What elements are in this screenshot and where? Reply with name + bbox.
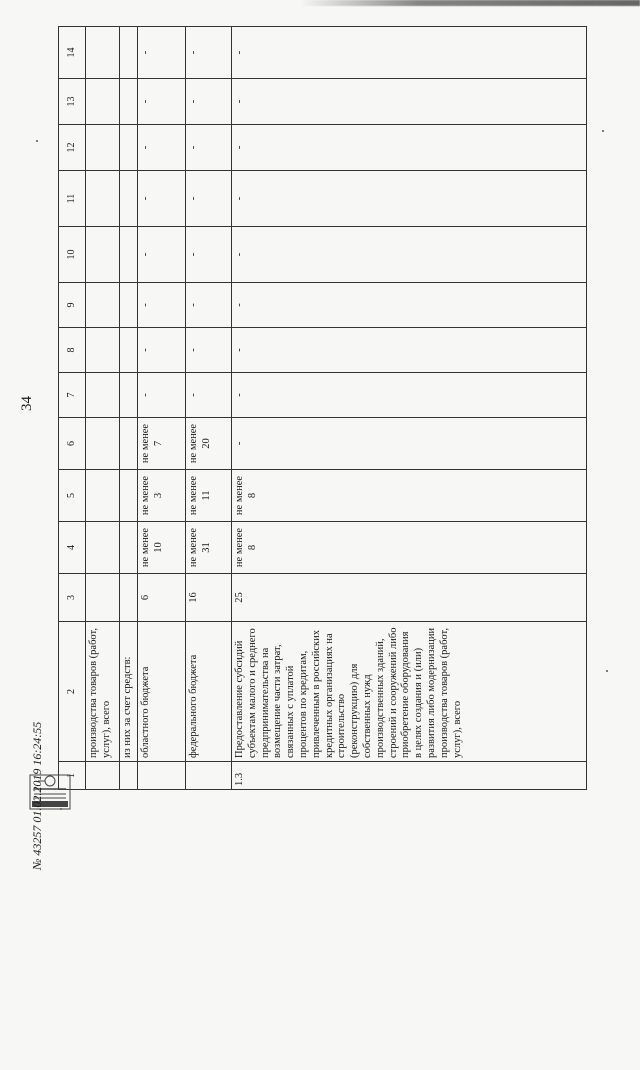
column-header: 6 — [59, 418, 86, 470]
table-cell: 25 — [232, 574, 587, 622]
table-cell: не менее 11 — [186, 470, 232, 522]
table-cell: - — [232, 373, 587, 418]
table-row — [86, 27, 120, 790]
table-row — [232, 27, 587, 790]
row-name-cell: областного бюджета — [138, 622, 186, 762]
page-number — [20, 395, 35, 412]
table-cell: - — [186, 27, 232, 79]
table-cell — [86, 27, 120, 79]
table-cell: 6 — [138, 574, 186, 622]
table-cell — [86, 373, 120, 418]
table-cell — [86, 470, 120, 522]
table-cell: - — [186, 373, 232, 418]
table-cell — [120, 418, 138, 470]
table-cell: - — [138, 328, 186, 373]
table-cell: - — [138, 171, 186, 227]
table-cell: - — [138, 79, 186, 125]
table-cell: - — [232, 27, 587, 79]
table-cell: не менее 10 — [138, 522, 186, 574]
table-cell — [86, 79, 120, 125]
row-number-cell — [138, 762, 186, 790]
table-cell: не менее 7 — [138, 418, 186, 470]
table-cell — [86, 283, 120, 328]
table-cell — [86, 227, 120, 283]
column-header: 13 — [59, 79, 86, 125]
table-cell: - — [232, 79, 587, 125]
table-cell: - — [232, 171, 587, 227]
column-header: 2 — [59, 622, 86, 762]
table-cell — [120, 125, 138, 171]
table-row — [138, 27, 186, 790]
row-number-cell — [120, 762, 138, 790]
table-cell: - — [186, 79, 232, 125]
column-header: 11 — [59, 171, 86, 227]
table-cell — [120, 283, 138, 328]
table-cell: - — [138, 125, 186, 171]
scan-speck — [606, 670, 608, 672]
table-cell — [120, 574, 138, 622]
table-cell — [120, 79, 138, 125]
column-header: 1 — [59, 762, 86, 790]
table-header-row — [59, 27, 86, 790]
table-cell: не менее 3 — [138, 470, 186, 522]
column-header: 10 — [59, 227, 86, 283]
scan-speck — [36, 140, 38, 142]
table-cell — [86, 418, 120, 470]
row-name-cell: из них за счет средств: — [120, 622, 138, 762]
table-cell — [86, 328, 120, 373]
scan-speck — [602, 130, 604, 132]
table-cell — [120, 522, 138, 574]
table-cell: не менее 20 — [186, 418, 232, 470]
table-cell: - — [138, 373, 186, 418]
row-number-cell: 1.3 — [232, 762, 587, 790]
column-header: 9 — [59, 283, 86, 328]
page-number-text: 34 — [19, 396, 35, 411]
row-number-cell — [86, 762, 120, 790]
table-cell: - — [138, 27, 186, 79]
table-cell: - — [232, 227, 587, 283]
table-cell: не менее 31 — [186, 522, 232, 574]
column-header: 4 — [59, 522, 86, 574]
table-cell — [86, 522, 120, 574]
column-header: 14 — [59, 27, 86, 79]
row-number-cell — [186, 762, 232, 790]
column-header: 7 — [59, 373, 86, 418]
table-cell: - — [186, 125, 232, 171]
indicators-table-container — [58, 27, 581, 790]
table-cell — [120, 227, 138, 283]
table-cell: 16 — [186, 574, 232, 622]
table-cell — [120, 328, 138, 373]
scan-speck — [60, 808, 62, 810]
table-cell — [120, 27, 138, 79]
table-cell: - — [232, 418, 587, 470]
table-cell: - — [232, 125, 587, 171]
table-cell: - — [186, 328, 232, 373]
column-header: 12 — [59, 125, 86, 171]
row-name-cell: федерального бюджета — [186, 622, 232, 762]
table-cell — [86, 125, 120, 171]
row-name-cell: Предоставление субсидий субъектам малого и среднего предпринимательства на возмещение части затрат, связанных с уплатой процентов по кредитам, привлеченным в российских кредитных организациях на строительство (реконструкцию) для собственных нужд производственных зданий, строений и сооружений либо приобретение оборудования в целях создания и (или) развития либо модернизации производства товаров (работ, услуг), всего — [232, 622, 587, 762]
indicators-table — [58, 26, 587, 790]
row-name-cell: производства товаров (работ, услуг), всего — [86, 622, 120, 762]
table-cell: - — [186, 227, 232, 283]
table-cell: - — [186, 171, 232, 227]
table-cell: не менее 8 — [232, 470, 587, 522]
table-cell — [86, 171, 120, 227]
document-id-container — [30, 721, 50, 1070]
table-cell — [120, 470, 138, 522]
table-row — [120, 27, 138, 790]
table-cell — [120, 373, 138, 418]
table-cell: - — [232, 283, 587, 328]
column-header: 8 — [59, 328, 86, 373]
table-cell: - — [138, 227, 186, 283]
table-cell — [120, 171, 138, 227]
table-cell: - — [232, 328, 587, 373]
table-cell: - — [186, 283, 232, 328]
document-id: № 43257 01.02.2019 16:24:55 — [30, 721, 44, 870]
scan-artifact — [300, 0, 640, 6]
table-cell: - — [138, 283, 186, 328]
column-header: 5 — [59, 470, 86, 522]
column-header: 3 — [59, 574, 86, 622]
table-row — [186, 27, 232, 790]
table-cell — [86, 574, 120, 622]
table-cell: не менее 8 — [232, 522, 587, 574]
